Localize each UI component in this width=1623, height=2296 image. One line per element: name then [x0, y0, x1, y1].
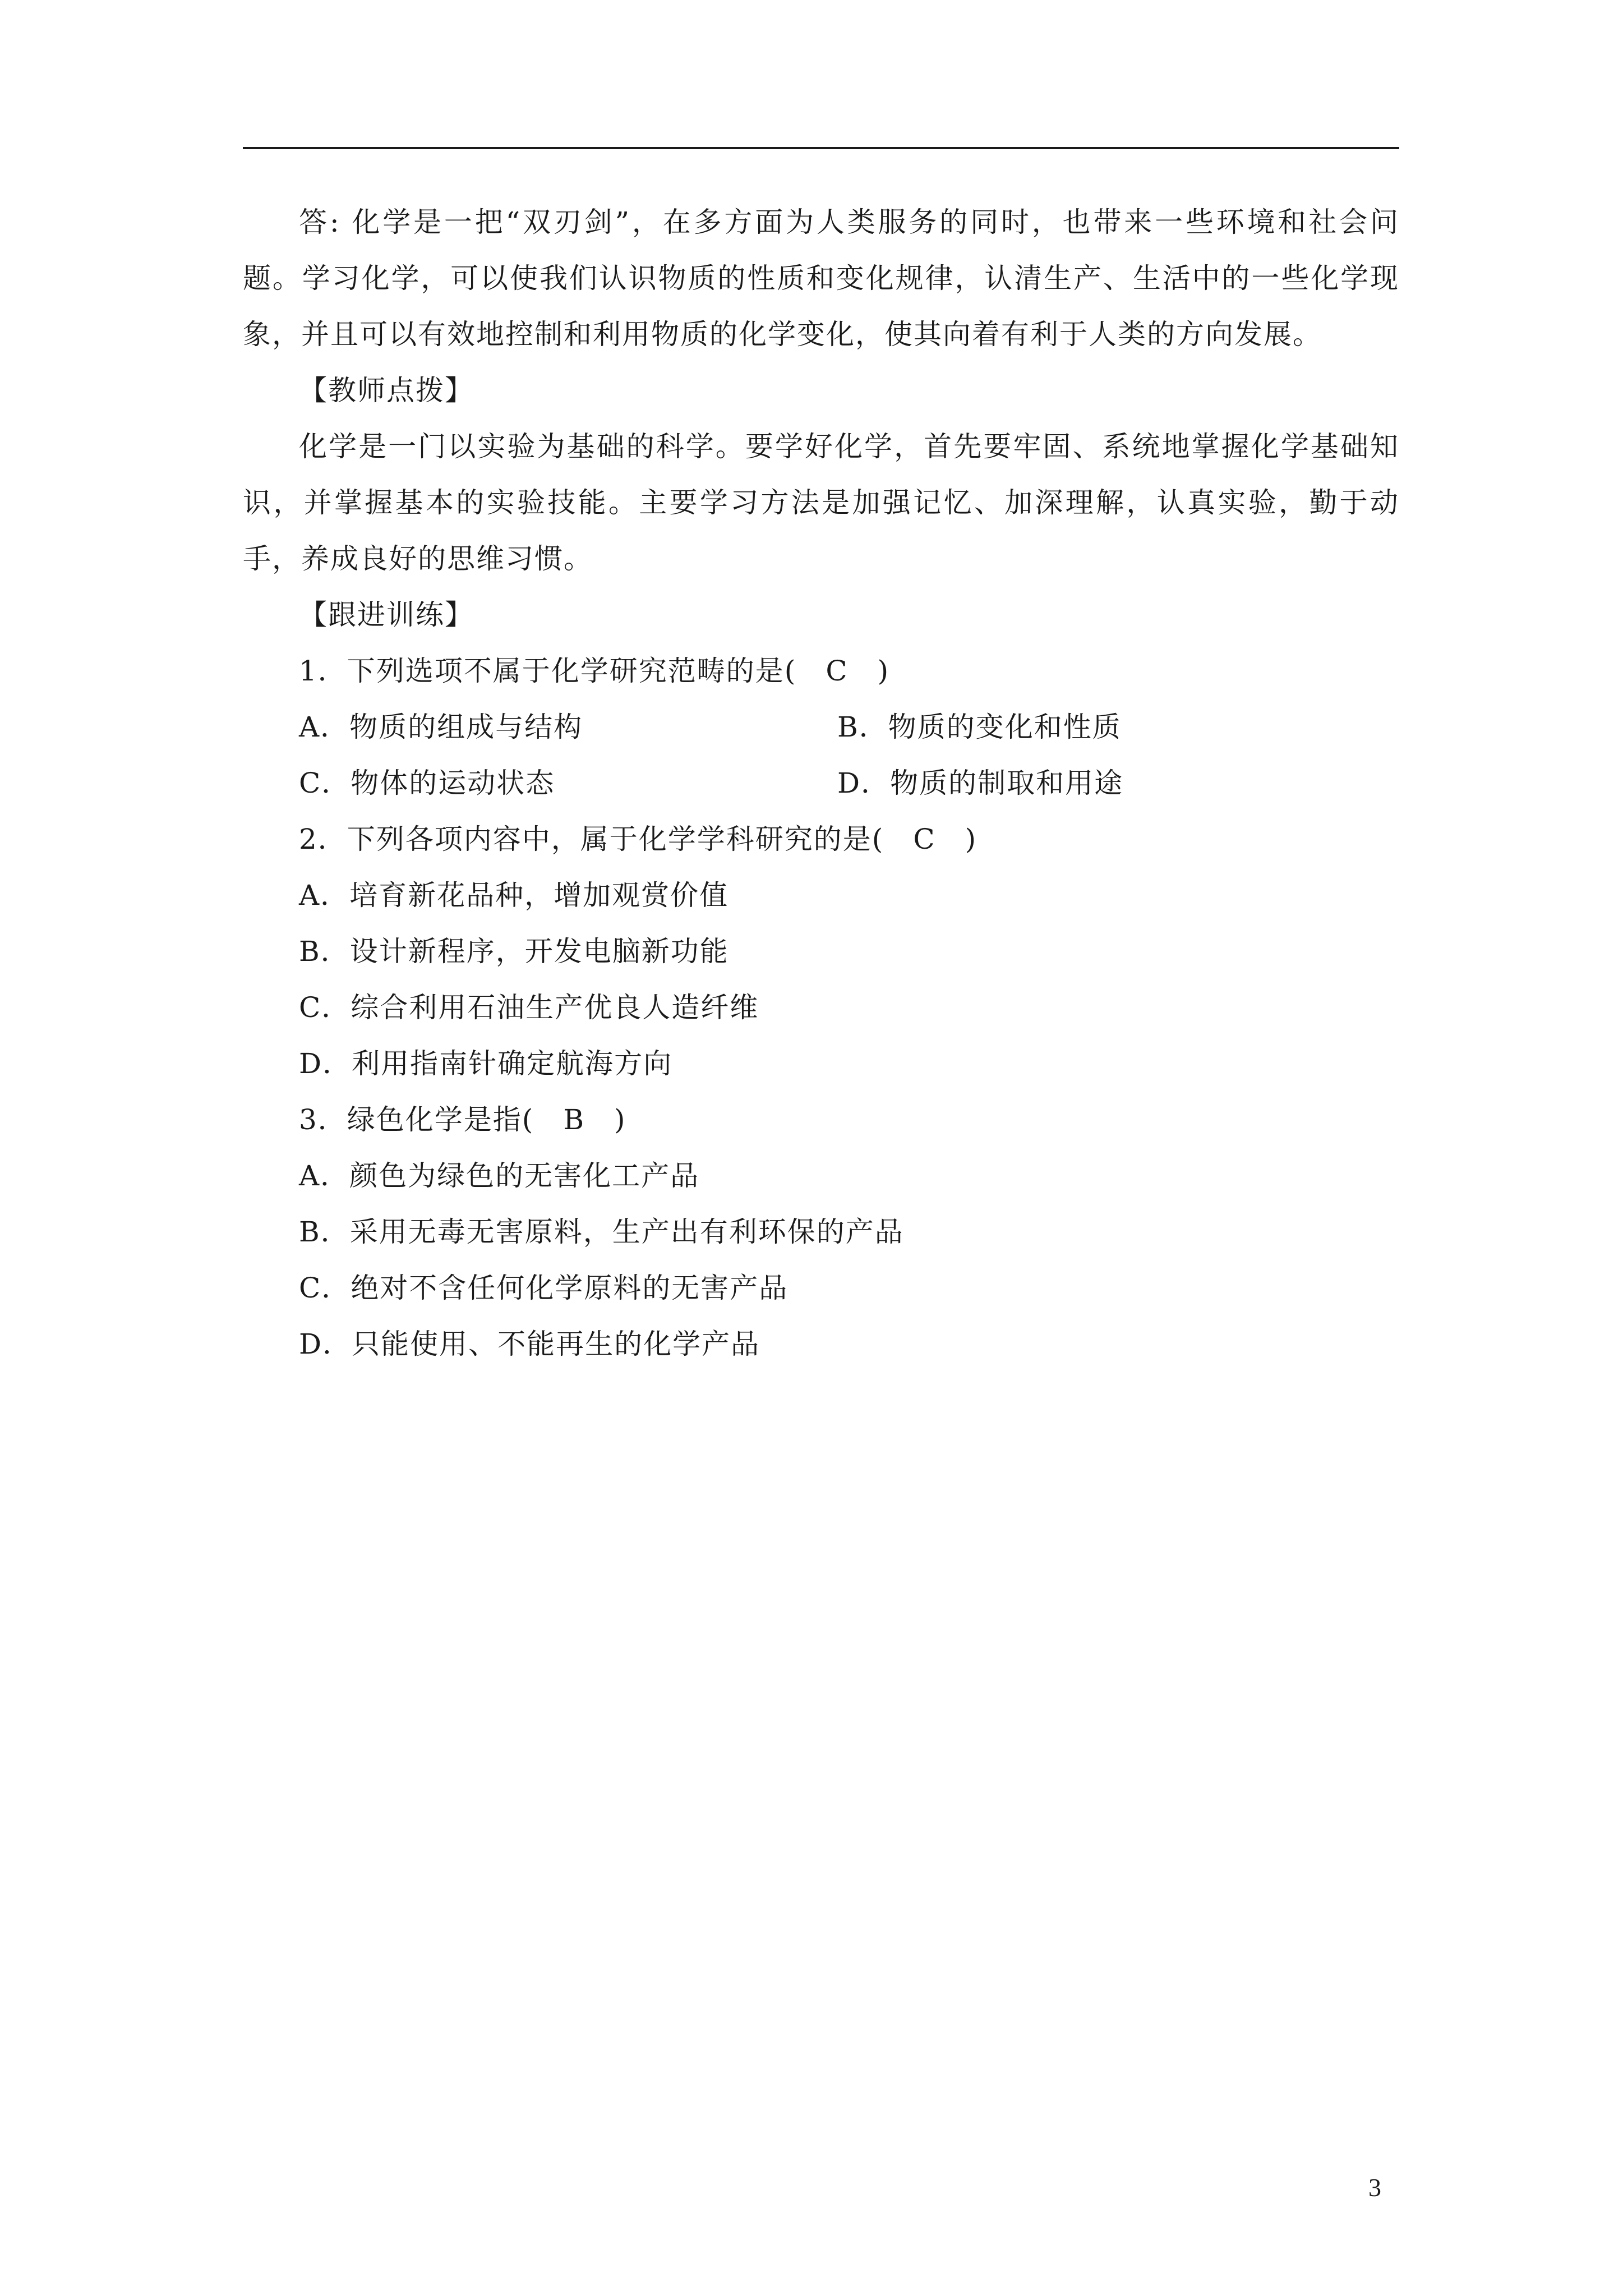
option-b: B．采用无毒无害原料，生产出有利环保的产品 — [299, 1216, 904, 1248]
option-b: B．物质的变化和性质 — [837, 711, 1122, 743]
option-d: D．物质的制取和用途 — [837, 767, 1124, 799]
teacher-tip-paragraph: 化学是一门以实验为基础的科学。要学好化学，首先要牢固、系统地掌握化学基础知识，并掌握基本的实验技能。主要学习方法是加强记忆、加深理解，认真实验，勤于动手，养成良好的思维习惯。 — [243, 430, 1399, 575]
question-stem: 3．绿色化学是指( B ) — [299, 1103, 626, 1136]
page-number: 3 — [1368, 2173, 1381, 2202]
option-a: A．颜色为绿色的无害化工产品 — [299, 1159, 700, 1192]
teacher-tip-heading: 【教师点拨】 — [299, 374, 474, 407]
question-stem: 1．下列选项不属于化学研究范畴的是( C ) — [299, 655, 890, 687]
answer-paragraph: 答: 化学是一把“双刃剑”，在多方面为人类服务的同时，也带来一些环境和社会问题。学习化学，可以使我们认识物质的性质和变化规律，认清生产、生活中的一些化学现象，并且可以有效地控制和利用物质的化学变化，使其向着有利于人类的方向发展。 — [243, 206, 1399, 351]
question-1 — [243, 643, 1399, 811]
header-rule — [243, 147, 1399, 149]
question-3 — [243, 1092, 1399, 1372]
option-a: A．培育新花品种，增加观赏价值 — [299, 879, 729, 912]
option-a: A．物质的组成与结构 — [299, 711, 583, 743]
option-c: C．绝对不含任何化学原料的无害产品 — [299, 1272, 789, 1304]
option-d: D．利用指南针确定航海方向 — [299, 1047, 673, 1080]
question-stem: 2．下列各项内容中，属于化学学科研究的是( C ) — [299, 823, 978, 855]
option-row — [243, 755, 1399, 811]
practice-heading: 【跟进训练】 — [299, 599, 474, 631]
option-c: C．综合利用石油生产优良人造纤维 — [299, 991, 759, 1024]
question-2 — [243, 811, 1399, 1092]
option-d: D．只能使用、不能再生的化学产品 — [299, 1328, 760, 1360]
page-content — [243, 194, 1399, 1372]
option-row — [243, 699, 1399, 755]
option-b: B．设计新程序，开发电脑新功能 — [299, 935, 729, 968]
option-c: C．物体的运动状态 — [299, 767, 555, 799]
